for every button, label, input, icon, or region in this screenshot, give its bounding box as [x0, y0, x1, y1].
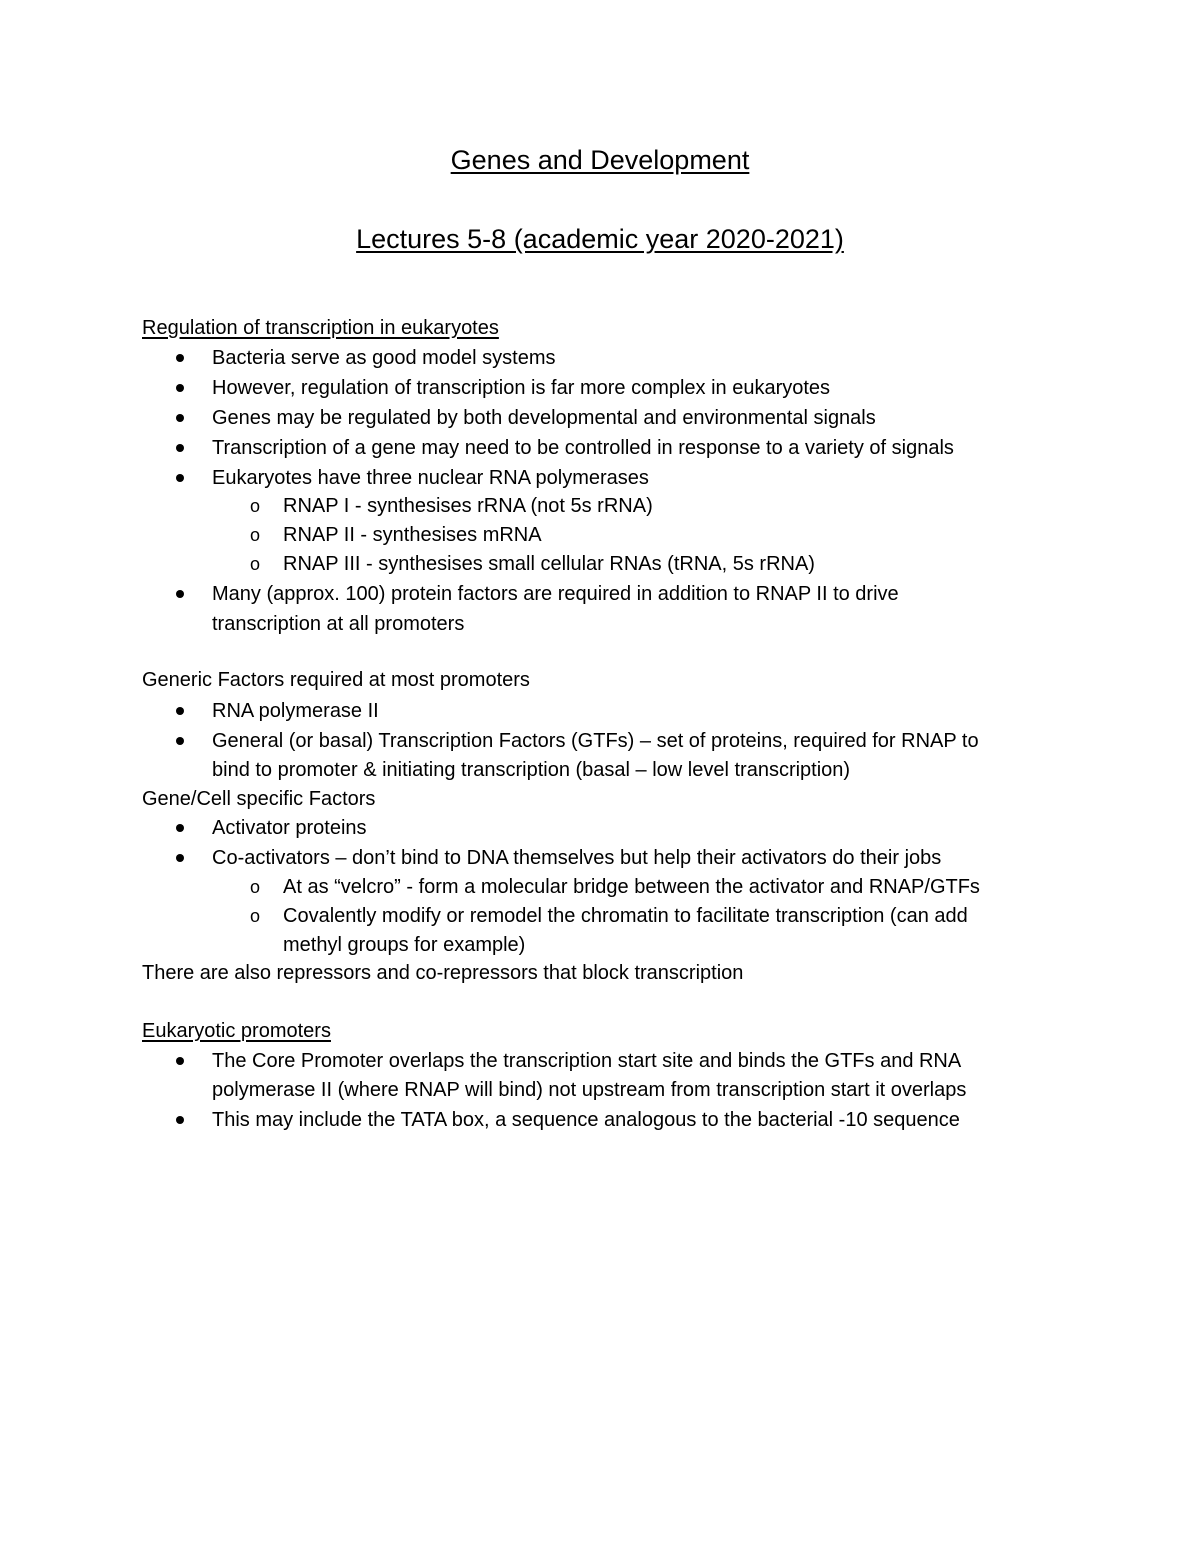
list-item: Transcription of a gene may need to be controlled in response to a variety of signals [212, 437, 954, 459]
list-item: Genes may be regulated by both developmental and environmental signals [212, 407, 876, 429]
document-title: Genes and Development [450, 145, 750, 175]
bullet-icon [176, 1057, 184, 1065]
bullet-icon [176, 354, 184, 362]
section-heading-eukaryotic-promoters: Eukaryotic promoters [142, 1020, 331, 1042]
sub-list-item: RNAP II - synthesises mRNA [283, 524, 542, 546]
list-item: This may include the TATA box, a sequence analogous to the bacterial -10 sequence [212, 1109, 960, 1131]
list-item: RNA polymerase II [212, 700, 379, 722]
sub-bullet-icon: o [250, 525, 261, 545]
list-item: However, regulation of transcription is far more complex in eukaryotes [212, 377, 831, 399]
closing-statement: There are also repressors and co-repressors that block transcription [142, 962, 744, 984]
list-item-continuation: transcription at all promoters [212, 613, 465, 635]
section-heading-regulation: Regulation of transcription in eukaryotes [142, 317, 499, 339]
list-item: Many (approx. 100) protein factors are required in addition to RNAP II to drive [212, 583, 899, 605]
list-item: Eukaryotes have three nuclear RNA polymerases [212, 467, 649, 489]
sub-list-item-continuation: methyl groups for example) [283, 934, 526, 956]
bullet-icon [176, 707, 184, 715]
sub-list-item: RNAP III - synthesises small cellular RNAs (tRNA, 5s rRNA) [283, 553, 815, 575]
bullet-icon [176, 414, 184, 422]
sub-list-item: RNAP I - synthesises rRNA (not 5s rRNA) [283, 495, 653, 517]
sub-list-item: At as “velcro” - form a molecular bridge between the activator and RNAP/GTFs [283, 876, 980, 898]
bullet-icon [176, 384, 184, 392]
sub-bullet-icon: o [250, 877, 261, 897]
list-item: Activator proteins [212, 817, 367, 839]
list-item-continuation: bind to promoter & initiating transcription (basal – low level transcription) [212, 759, 851, 781]
sub-bullet-icon: o [250, 554, 261, 574]
bullet-icon [176, 590, 184, 598]
section-heading-gene-cell-factors: Gene/Cell specific Factors [142, 788, 376, 810]
list-item: Co-activators – don’t bind to DNA themselves but help their activators do their jobs [212, 847, 942, 869]
bullet-icon [176, 737, 184, 745]
bullet-icon [176, 474, 184, 482]
section-heading-generic-factors: Generic Factors required at most promoters [142, 669, 530, 691]
list-item: General (or basal) Transcription Factors (GTFs) – set of proteins, required for RNAP to [212, 730, 979, 752]
sub-bullet-icon: o [250, 496, 261, 516]
bullet-icon [176, 1116, 184, 1124]
bullet-icon [176, 444, 184, 452]
list-item: Bacteria serve as good model systems [212, 347, 556, 369]
list-item-continuation: polymerase II (where RNAP will bind) not upstream from transcription start it overlaps [212, 1079, 967, 1101]
bullet-icon [176, 854, 184, 862]
list-item: The Core Promoter overlaps the transcription start site and binds the GTFs and RNA [212, 1050, 962, 1072]
bullet-icon [176, 824, 184, 832]
sub-list-item: Covalently modify or remodel the chromatin to facilitate transcription (can add [283, 905, 968, 927]
document-subtitle: Lectures 5-8 (academic year 2020-2021) [356, 224, 844, 254]
sub-bullet-icon: o [250, 906, 261, 926]
